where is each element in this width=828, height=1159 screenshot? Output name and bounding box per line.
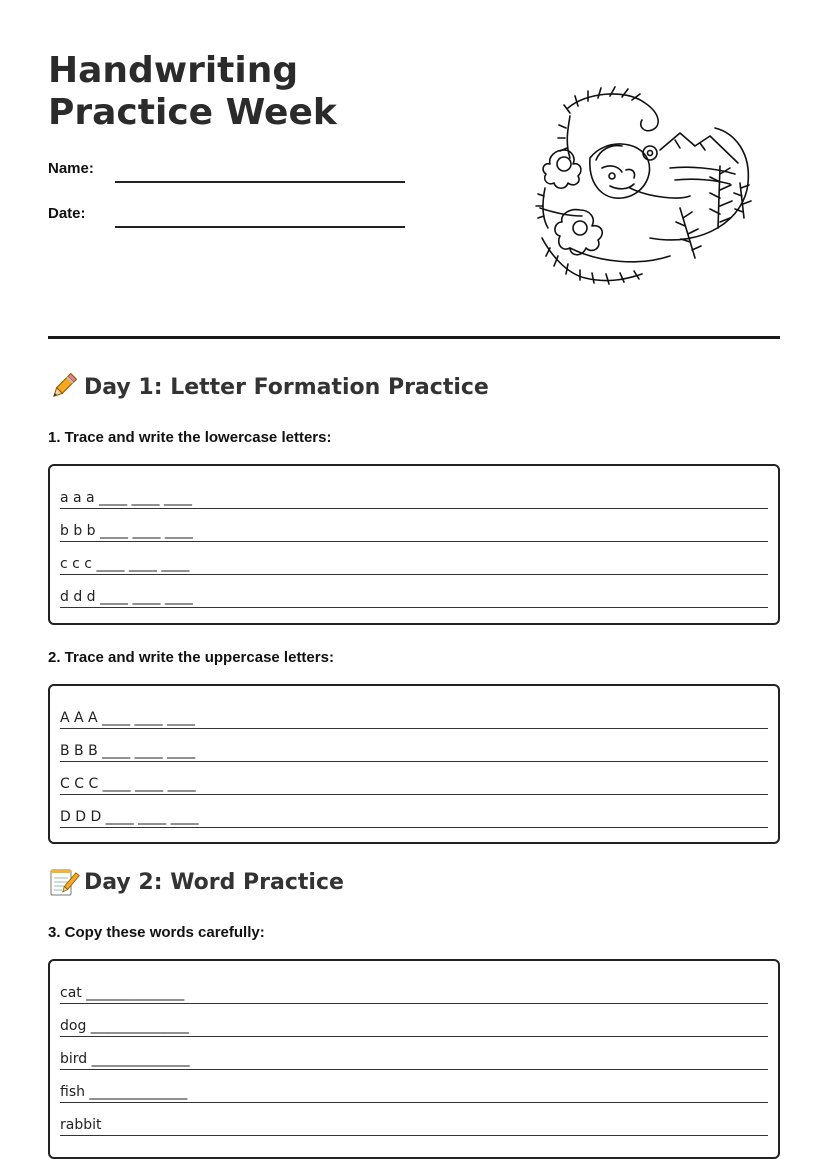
practice-line[interactable]: fish ______________ [60,1070,768,1103]
date-label: Date: [48,205,86,222]
practice-line[interactable]: a a a ____ ____ ____ [60,476,768,509]
practice-line[interactable]: rabbit [60,1103,768,1136]
practice-line[interactable]: b b b ____ ____ ____ [60,509,768,542]
uppercase-practice-box [48,684,780,844]
section-divider [48,336,780,339]
day1-heading-text: Day 1: Letter Formation Practice [84,374,489,400]
word-practice-box [48,959,780,1159]
practice-line[interactable]: bird ______________ [60,1037,768,1070]
day2-heading-text: Day 2: Word Practice [84,869,344,895]
name-field[interactable] [115,181,405,183]
copy-words-instruction: 3. Copy these words carefully: [48,924,265,941]
uppercase-instruction: 2. Trace and write the uppercase letters: [48,649,334,666]
practice-line[interactable]: B B B ____ ____ ____ [60,729,768,762]
practice-line[interactable]: c c c ____ ____ ____ [60,542,768,575]
practice-line[interactable]: D D D ____ ____ ____ [60,795,768,828]
page-title: Handwriting Practice Week [48,50,337,133]
lowercase-instruction: 1. Trace and write the lowercase letters: [48,429,332,446]
date-field[interactable] [115,226,405,228]
practice-line[interactable]: cat ______________ [60,971,768,1004]
practice-line[interactable]: dog ______________ [60,1004,768,1037]
day1-heading [48,372,489,402]
practice-line[interactable]: C C C ____ ____ ____ [60,762,768,795]
memo-icon [48,867,78,897]
name-label: Name: [48,160,94,177]
lowercase-practice-box [48,464,780,625]
pencil-icon [48,372,78,402]
day2-heading [48,867,344,897]
nature-scene-illustration [530,88,758,288]
practice-line[interactable]: d d d ____ ____ ____ [60,575,768,608]
practice-line[interactable]: A A A ____ ____ ____ [60,696,768,729]
